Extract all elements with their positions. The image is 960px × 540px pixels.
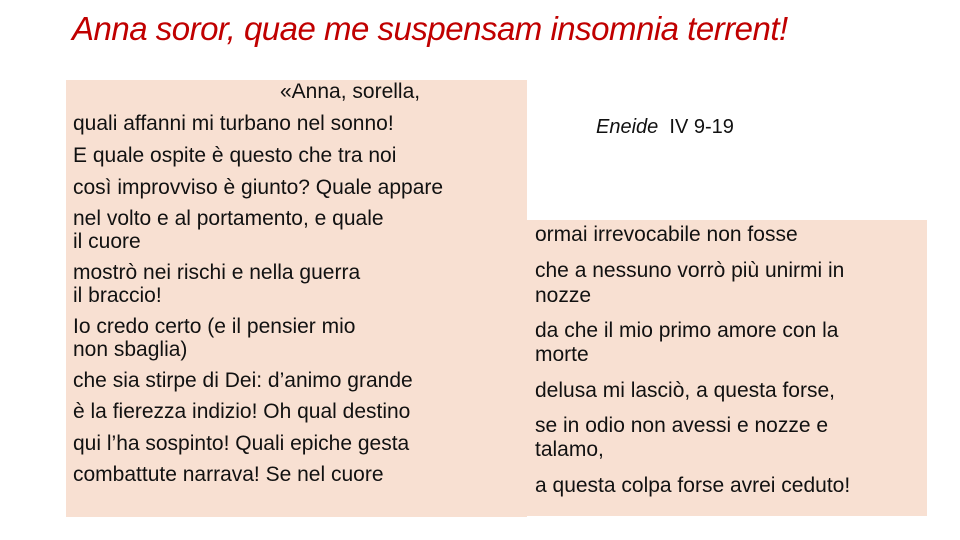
right-line: a questa colpa forse avrei ceduto!	[535, 474, 851, 497]
left-line: Io credo certo (e il pensier mio	[73, 315, 356, 338]
source-reference	[596, 116, 734, 139]
left-line: qui l’ha sospinto! Quali epiche gesta	[73, 432, 410, 455]
right-line: talamo,	[535, 438, 604, 461]
right-line: morte	[535, 343, 589, 366]
left-line: «Anna, sorella,	[280, 80, 421, 103]
left-line: è la fierezza indizio! Oh qual destino	[73, 400, 411, 423]
left-line: combattute narrava! Se nel cuore	[73, 463, 384, 486]
right-line: da che il mio primo amore con la	[535, 319, 839, 342]
left-line: il braccio!	[73, 284, 162, 307]
reference-location: IV 9-19	[669, 116, 734, 138]
right-line: nozze	[535, 284, 592, 307]
right-line: se in odio non avessi e nozze e	[535, 414, 829, 437]
left-line: il cuore	[73, 230, 141, 253]
right-line: che a nessuno vorrò più unirmi in	[535, 259, 845, 282]
left-line: che sia stirpe di Dei: d’animo grande	[73, 369, 413, 392]
left-line: così improvviso è giunto? Quale appare	[73, 176, 444, 199]
left-line: E quale ospite è questo che tra noi	[73, 144, 397, 167]
left-line: nel volto e al portamento, e quale	[73, 207, 384, 230]
slide-title: Anna soror, quae me suspensam insomnia terrent!	[72, 10, 788, 47]
left-line: quali affanni mi turbano nel sonno!	[73, 112, 394, 135]
left-line: mostrò nei rischi e nella guerra	[73, 261, 361, 284]
right-line: ormai irrevocabile non fosse	[535, 223, 798, 246]
reference-work: Eneide	[596, 116, 659, 138]
right-line: delusa mi lasciò, a questa forse,	[535, 379, 835, 402]
left-line: non sbaglia)	[73, 338, 188, 361]
